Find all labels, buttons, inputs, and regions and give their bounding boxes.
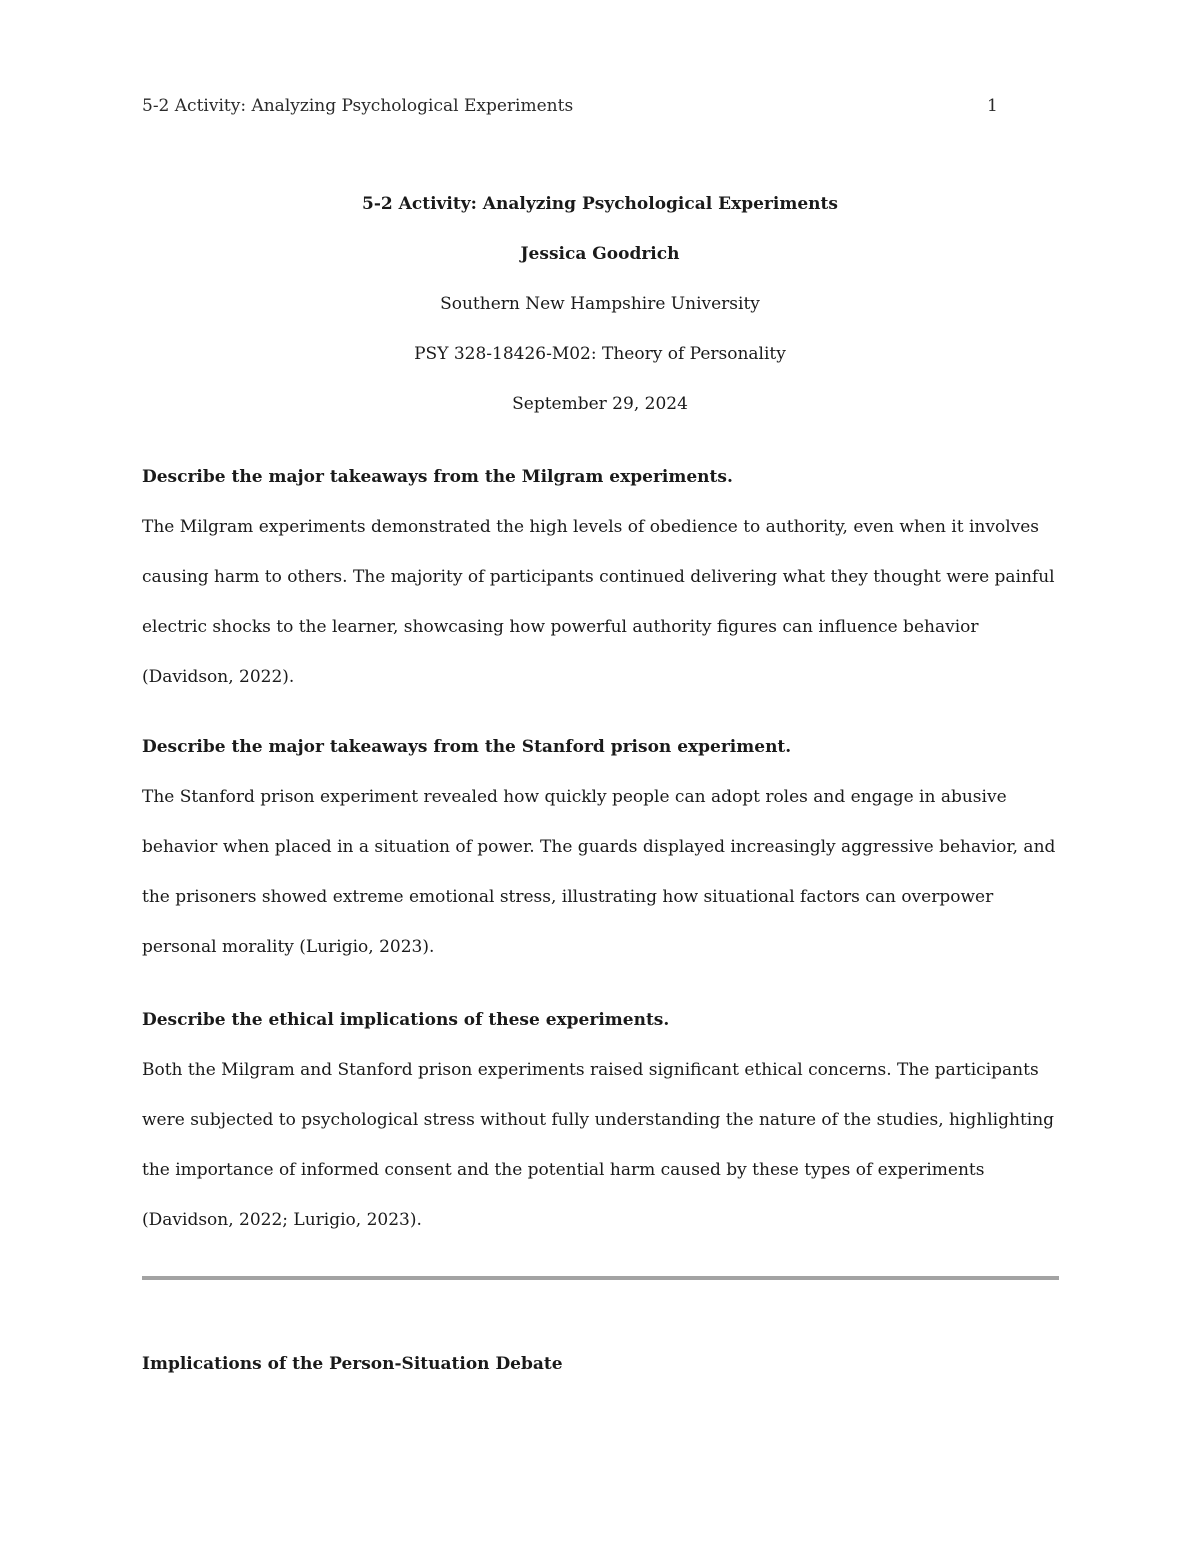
paper-title: 5-2 Activity: Analyzing Psychological Experiments: [362, 194, 838, 214]
section-heading: Describe the major takeaways from the Milgram experiments.: [142, 467, 733, 487]
paragraph-line: behavior when placed in a situation of power. The guards displayed increasingly aggressive behavior, and: [142, 837, 1056, 857]
running-head: 5-2 Activity: Analyzing Psychological Experiments: [142, 96, 574, 116]
paragraph-line: causing harm to others. The majority of participants continued delivering what they thought were painful: [142, 567, 1055, 587]
paragraph-line: the importance of informed consent and the potential harm caused by these types of experiments: [142, 1160, 985, 1180]
author-name: Jessica Goodrich: [520, 244, 680, 264]
institution: Southern New Hampshire University: [440, 294, 760, 314]
horizontal-divider: [142, 1276, 1059, 1280]
paragraph-line: (Davidson, 2022; Lurigio, 2023).: [142, 1210, 422, 1230]
section-ethics: [142, 1007, 1062, 1257]
paragraph-line: personal morality (Lurigio, 2023).: [142, 937, 435, 957]
paragraph-line: The Milgram experiments demonstrated the high levels of obedience to authority, even when it involves: [142, 517, 1040, 537]
section-heading: Describe the ethical implications of these experiments.: [142, 1010, 670, 1030]
section-milgram: [142, 464, 1062, 714]
section-heading-person-situation: Implications of the Person-Situation Debate: [142, 1354, 563, 1374]
section-heading: Describe the major takeaways from the Stanford prison experiment.: [142, 737, 792, 757]
paragraph-line: The Stanford prison experiment revealed how quickly people can adopt roles and engage in abusive: [142, 787, 1007, 807]
course-name: PSY 328-18426-M02: Theory of Personality: [414, 344, 786, 364]
paragraph-line: were subjected to psychological stress without fully understanding the nature of the studies, highlighting: [142, 1110, 1055, 1130]
paper-date: September 29, 2024: [512, 394, 688, 414]
title-block: [0, 191, 1200, 441]
paragraph-line: Both the Milgram and Stanford prison experiments raised significant ethical concerns. The participants: [142, 1060, 1039, 1080]
page-number: 1: [987, 96, 998, 116]
section-stanford: [142, 734, 1062, 984]
paragraph-line: (Davidson, 2022).: [142, 667, 295, 687]
paragraph-line: electric shocks to the learner, showcasing how powerful authority figures can influence behavior: [142, 617, 979, 637]
paragraph-line: the prisoners showed extreme emotional stress, illustrating how situational factors can overpower: [142, 887, 994, 907]
